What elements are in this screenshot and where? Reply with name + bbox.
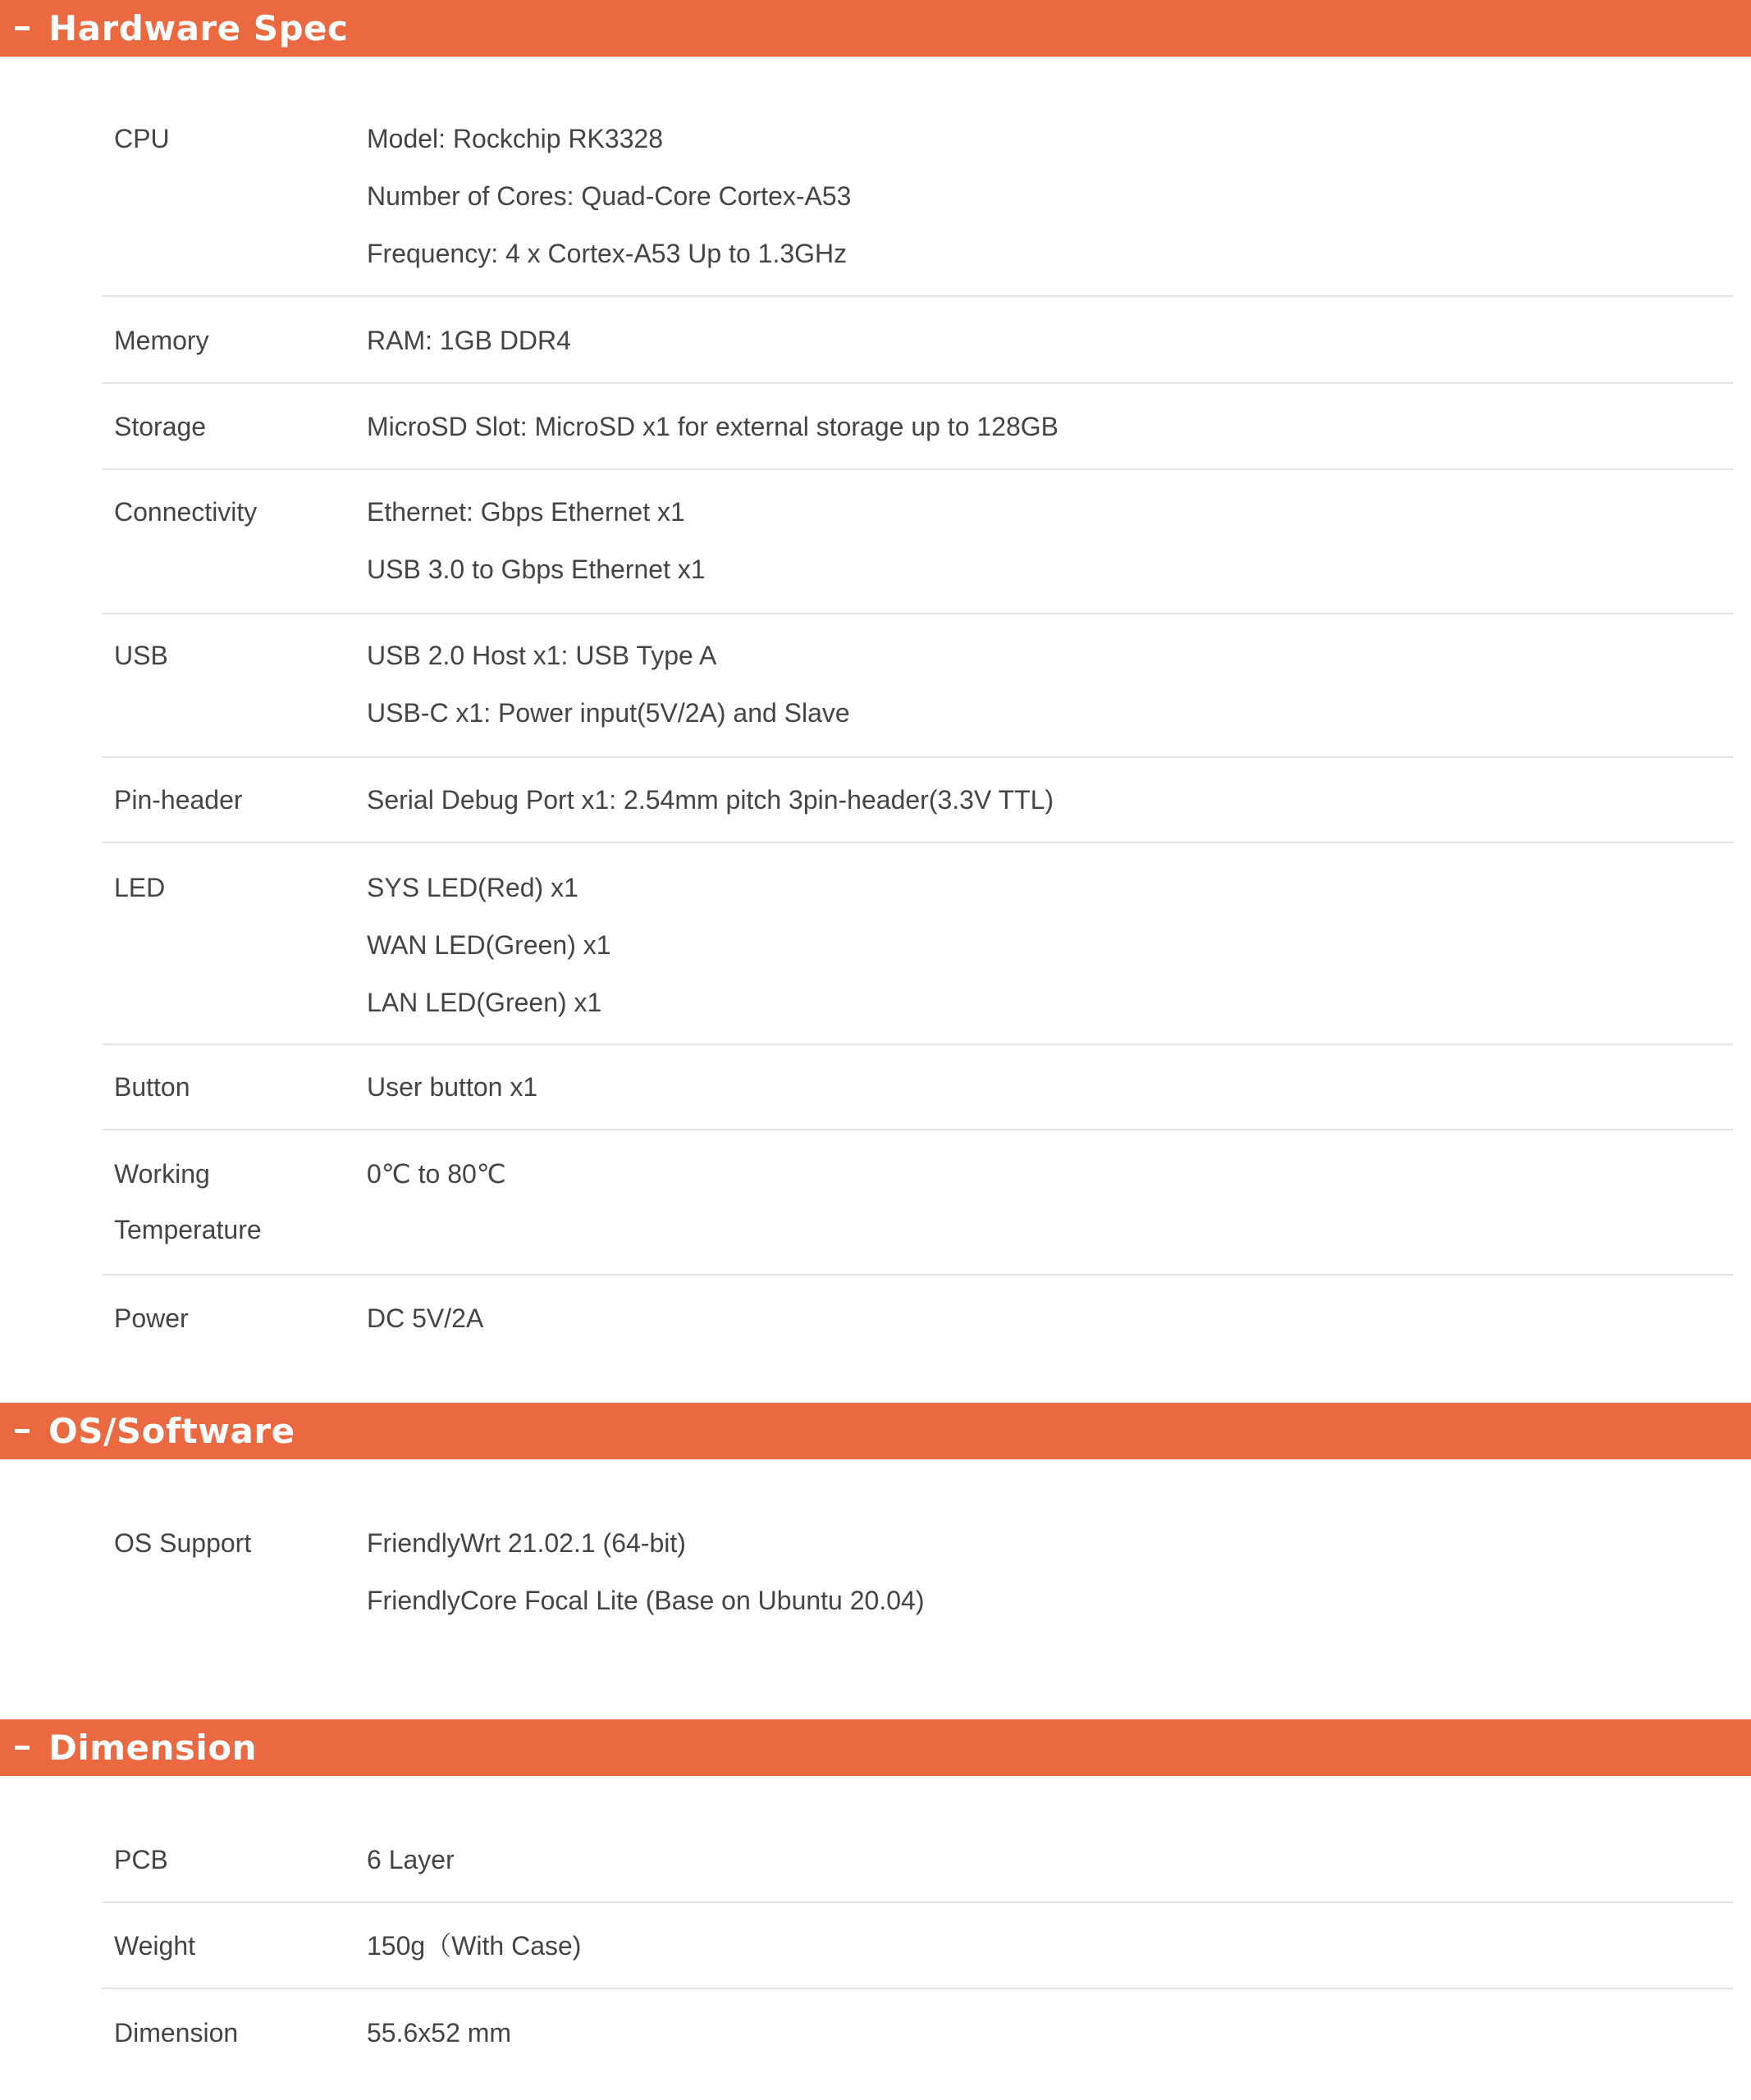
spec-label: Pin-header <box>114 785 243 815</box>
spec-label: CPU <box>114 124 170 153</box>
spec-label: LED <box>114 873 166 902</box>
spec-value: Ethernet: Gbps Ethernet x1 <box>367 497 685 527</box>
spec-row-pin-header <box>102 771 1733 843</box>
spec-row-usb <box>102 627 1733 758</box>
spec-values <box>367 1146 1733 1202</box>
spec-values <box>367 110 1733 282</box>
spec-row-storage <box>102 398 1733 470</box>
section-header-dimension[interactable] <box>0 1719 1751 1776</box>
spec-value: MicroSD Slot: MicroSD x1 for external storage up to 128GB <box>367 412 1059 441</box>
spec-row-working-temperature <box>102 1146 1733 1276</box>
spec-label: OS Support <box>114 1528 252 1558</box>
spec-label: Connectivity <box>114 497 258 527</box>
spec-value: Frequency: 4 x Cortex-A53 Up to 1.3GHz <box>367 239 848 268</box>
spec-label: Dimension <box>114 2018 239 2048</box>
spec-value: FriendlyCore Focal Lite (Base on Ubuntu 20.04) <box>367 1586 925 1615</box>
spec-label: Weight <box>114 1931 196 1961</box>
spec-values <box>367 771 1733 829</box>
minus-icon[interactable] <box>15 1429 30 1433</box>
spec-row-led <box>102 859 1733 1045</box>
spec-value: 0℃ to 80℃ <box>367 1159 506 1189</box>
section-title: OS/Software <box>48 1411 295 1451</box>
spec-label-line: Working <box>114 1159 210 1189</box>
spec-value: SYS LED(Red) x1 <box>367 873 578 902</box>
spec-value: DC 5V/2A <box>367 1303 484 1333</box>
spec-label <box>114 1146 344 1258</box>
spec-value: 6 Layer <box>367 1845 455 1874</box>
spec-value: Number of Cores: Quad-Core Cortex-A53 <box>367 181 852 211</box>
spec-values <box>367 1917 1733 1974</box>
spec-values <box>367 1831 1733 1888</box>
spec-value: WAN LED(Green) x1 <box>367 930 611 960</box>
section-header-hardware-spec[interactable] <box>0 0 1751 57</box>
spec-row-dimension <box>102 2004 1733 2076</box>
section-title: Hardware Spec <box>48 8 349 48</box>
spec-values <box>367 859 1733 1031</box>
spec-values <box>367 398 1733 455</box>
spec-values <box>367 483 1733 598</box>
spec-value: USB-C x1: Power input(5V/2A) and Slave <box>367 698 850 728</box>
spec-label: Button <box>114 1072 190 1102</box>
spec-row-connectivity <box>102 483 1733 614</box>
spec-values <box>367 627 1733 742</box>
spec-values <box>367 1290 1733 1347</box>
spec-label: PCB <box>114 1845 168 1874</box>
section-title: Dimension <box>48 1728 258 1768</box>
spec-label-line: Temperature <box>114 1215 262 1244</box>
spec-value: RAM: 1GB DDR4 <box>367 326 571 355</box>
spec-value: 150g（With Case) <box>367 1931 582 1961</box>
minus-icon[interactable] <box>15 26 30 30</box>
spec-values <box>367 1058 1733 1116</box>
spec-value: 55.6x52 mm <box>367 2018 512 2048</box>
spec-values <box>367 1514 1733 1629</box>
spec-values <box>367 312 1733 369</box>
spec-row-weight <box>102 1917 1733 1989</box>
spec-row-os-support <box>102 1514 1733 1646</box>
spec-row-pcb <box>102 1831 1733 1903</box>
spec-value: Model: Rockchip RK3328 <box>367 124 664 153</box>
spec-value: USB 2.0 Host x1: USB Type A <box>367 641 717 670</box>
spec-label: Power <box>114 1303 189 1333</box>
spec-label: Storage <box>114 412 207 441</box>
section-header-os-software[interactable] <box>0 1403 1751 1459</box>
spec-value: Serial Debug Port x1: 2.54mm pitch 3pin-header(3.3V TTL) <box>367 785 1054 815</box>
spec-value: USB 3.0 to Gbps Ethernet x1 <box>367 555 706 584</box>
spec-row-cpu <box>102 110 1733 297</box>
spec-value: LAN LED(Green) x1 <box>367 988 602 1017</box>
spec-label: Memory <box>114 326 209 355</box>
spec-values <box>367 2004 1733 2061</box>
spec-row-button <box>102 1058 1733 1130</box>
spec-value: FriendlyWrt 21.02.1 (64-bit) <box>367 1528 686 1558</box>
spec-label: USB <box>114 641 168 670</box>
spec-value: User button x1 <box>367 1072 538 1102</box>
spec-row-power <box>102 1290 1733 1362</box>
spec-row-memory <box>102 312 1733 384</box>
minus-icon[interactable] <box>15 1746 30 1750</box>
